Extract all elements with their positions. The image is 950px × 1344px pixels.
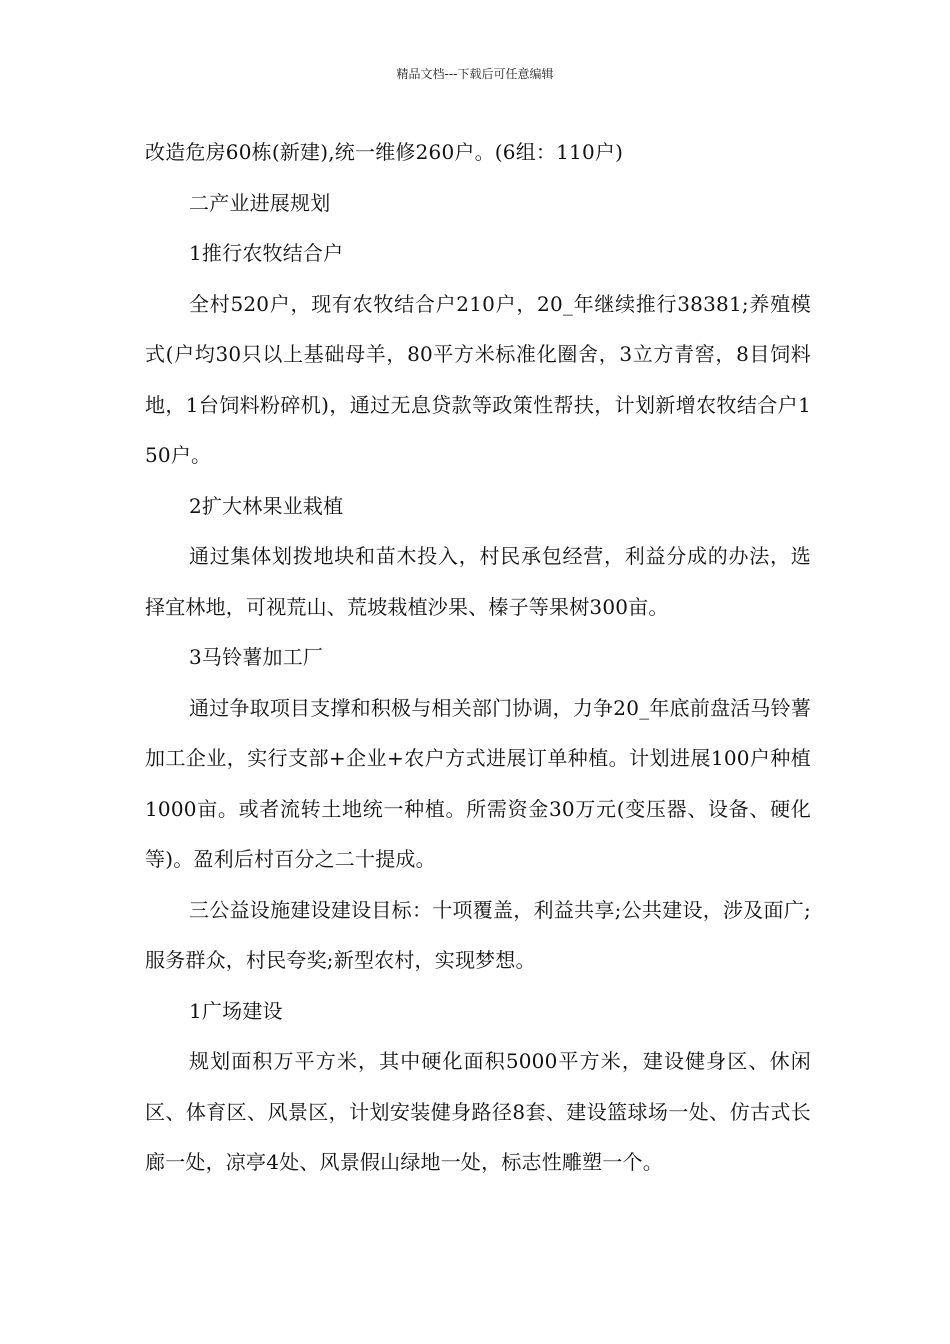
paragraph: 通过集体划拨地块和苗木投入，村民承包经营，利益分成的办法，选择宜林地，可视荒山、荒坡栽植沙果、榛子等果树300亩。 bbox=[145, 544, 811, 619]
document-body bbox=[145, 127, 811, 1188]
section-heading: 二产业进展规划 bbox=[189, 190, 331, 215]
subsection-heading: 3马铃薯加工厂 bbox=[189, 645, 324, 669]
paragraph: 改造危房60栋(新建),统一维修260户。(6组：110户) bbox=[145, 140, 624, 164]
section-heading: 三公益设施建设建设目标：十项覆盖，利益共享;公共建设，涉及面广;服务群众，村民夸奖;新型农村，实现梦想。 bbox=[145, 897, 811, 972]
page-header: 精品文档---下载后可任意编辑 bbox=[396, 67, 554, 81]
subsection-heading: 1推行农牧结合户 bbox=[189, 241, 344, 265]
paragraph: 规划面积万平方米，其中硬化面积5000平方米，建设健身区、休闲区、体育区、风景区，计划安装健身路径8套、建设篮球场一处、仿古式长廊一处，凉亭4处、风景假山绿地一处，标志性雕塑一个。 bbox=[145, 1049, 811, 1174]
paragraph: 通过争取项目支撑和积极与相关部门协调，力争20_年底前盘活马铃薯加工企业，实行支部+企业+农户方式进展订单种植。计划进展100户种植1000亩。或者流转土地统一种植。所需资金30万元(变压器、设备、硬化等)。盈利后村百分之二十提成。 bbox=[145, 695, 811, 871]
subsection-heading: 2扩大林果业栽植 bbox=[189, 493, 344, 518]
paragraph: 全村520户，现有农牧结合户210户，20_年继续推行38381;养殖模式(户均30只以上基础母羊，80平方米标准化圈舍，3立方青窖，8目饲料地，1台饲料粉碎机)，通过无息贷款等政策性帮扶，计划新增农牧结合户150户。 bbox=[145, 291, 811, 467]
subsection-heading: 1广场建设 bbox=[189, 998, 283, 1023]
